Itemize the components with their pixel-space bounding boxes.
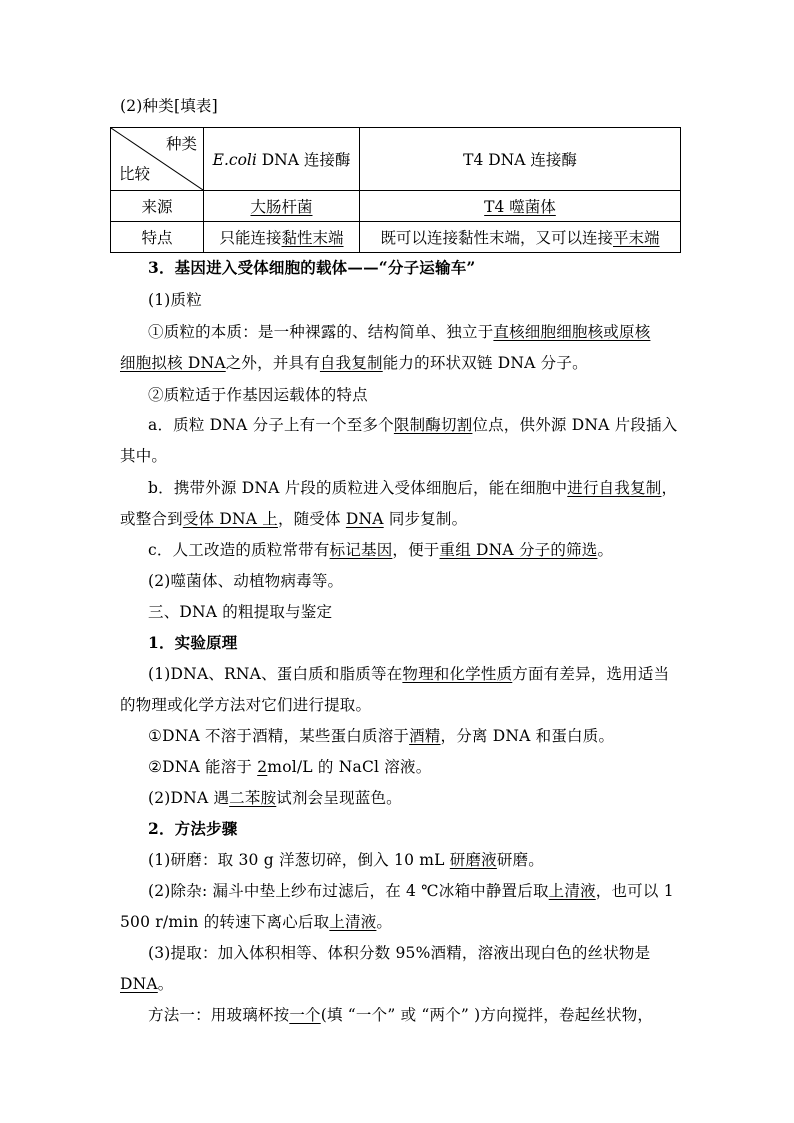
text-line: 方法一：用玻璃杯按一个(填 “一个” 或 “两个” )方向搅拌，卷起丝状物， bbox=[148, 1006, 654, 1024]
plasmid-subtitle: (1)质粒 bbox=[148, 291, 202, 309]
text-line: ②DNA 能溶于 2mol/L 的 NaCl 溶液。 bbox=[148, 758, 432, 776]
source-t4-text: T4 噬菌体 bbox=[484, 198, 556, 216]
heading-vector: 3．基因进入受体细胞的载体——“分子运输车” bbox=[148, 258, 476, 277]
cell-source-ecoli bbox=[204, 191, 360, 222]
table-corner-cell bbox=[111, 128, 204, 191]
text-line: a．质粒 DNA 分子上有一个至多个限制酶切割位点，供外源 DNA 片段插入 bbox=[148, 416, 678, 434]
feature-t4-b: 平末端 bbox=[613, 229, 660, 247]
cell-source-t4 bbox=[360, 191, 681, 222]
cell-feature-t4 bbox=[360, 222, 681, 253]
text-line: b．携带外源 DNA 片段的质粒进入受体细胞后，能在细胞中进行自我复制， bbox=[148, 479, 678, 497]
subheading-principle: 1．实验原理 bbox=[148, 633, 238, 652]
section-heading: 三、DNA 的粗提取与鉴定 bbox=[148, 603, 333, 621]
text-line: (2)除杂: 漏斗中垫上纱布过滤后，在 4 ℃冰箱中静置后取上清液，也可以 1 bbox=[148, 882, 674, 900]
subheading-steps: 2．方法步骤 bbox=[148, 819, 238, 838]
text-line: ①DNA 不溶于酒精，某些蛋白质溶于酒精，分离 DNA 和蛋白质。 bbox=[148, 727, 615, 745]
header-ecoli-ligase bbox=[204, 128, 360, 191]
ecoli-italic: E.coli bbox=[212, 151, 257, 169]
text-line: (1)研磨：取 30 g 洋葱切碎，倒入 10 mL 研磨液研磨。 bbox=[148, 851, 544, 869]
ecoli-rest: DNA 连接酶 bbox=[256, 151, 351, 169]
text-line: 其中。 bbox=[120, 447, 168, 465]
text-line: 500 r/min 的转速下离心后取上清液。 bbox=[120, 913, 393, 931]
text-line: ①质粒的本质：是一种裸露的、结构简单、独立于直核细胞细胞核或原核 bbox=[148, 323, 651, 341]
table-row-source bbox=[111, 191, 681, 222]
feature-ecoli-a: 只能连接 bbox=[219, 229, 282, 247]
corner-bottom-label: 比较 bbox=[119, 165, 151, 183]
text-line: 细胞拟核 DNA之外，并具有自我复制能力的环状双链 DNA 分子。 bbox=[120, 354, 588, 372]
text-line: c．人工改造的质粒常带有标记基因，便于重组 DNA 分子的筛选。 bbox=[148, 541, 614, 559]
header-t4-ligase: T4 DNA 连接酶 bbox=[360, 128, 681, 191]
text-line: 或整合到受体 DNA 上，随受体 DNA 同步复制。 bbox=[120, 510, 468, 528]
text-line: 的物理或化学方法对它们进行提取。 bbox=[120, 696, 372, 714]
text-line: (2)DNA 遇二苯胺试剂会呈现蓝色。 bbox=[148, 789, 402, 807]
feature-ecoli-b: 黏性末端 bbox=[281, 229, 344, 247]
section-heading: (2)种类[填表] bbox=[120, 97, 218, 115]
feature-t4-a: 既可以连接黏性末端，又可以连接 bbox=[380, 229, 613, 247]
text-line: (1)DNA、RNA、蛋白质和脂质等在物理和化学性质方面有差异，选用适当 bbox=[148, 665, 670, 683]
table-header-row bbox=[111, 128, 681, 191]
source-ecoli-text: 大肠杆菌 bbox=[250, 198, 313, 216]
cell-feature-ecoli bbox=[204, 222, 360, 253]
corner-top-label: 种类 bbox=[165, 135, 197, 153]
row-label-source: 来源 bbox=[111, 191, 204, 222]
text-line: DNA。 bbox=[120, 975, 174, 993]
ligase-comparison-table bbox=[110, 127, 681, 253]
text-line: (3)提取：加入体积相等、体积分数 95%酒精，溶液出现白色的丝状物是 bbox=[148, 944, 651, 962]
row-label-feature: 特点 bbox=[111, 222, 204, 253]
table-row-feature bbox=[111, 222, 681, 253]
text-line: ②质粒适于作基因运载体的特点 bbox=[148, 386, 368, 404]
text-line: (2)噬菌体、动植物病毒等。 bbox=[148, 572, 344, 590]
